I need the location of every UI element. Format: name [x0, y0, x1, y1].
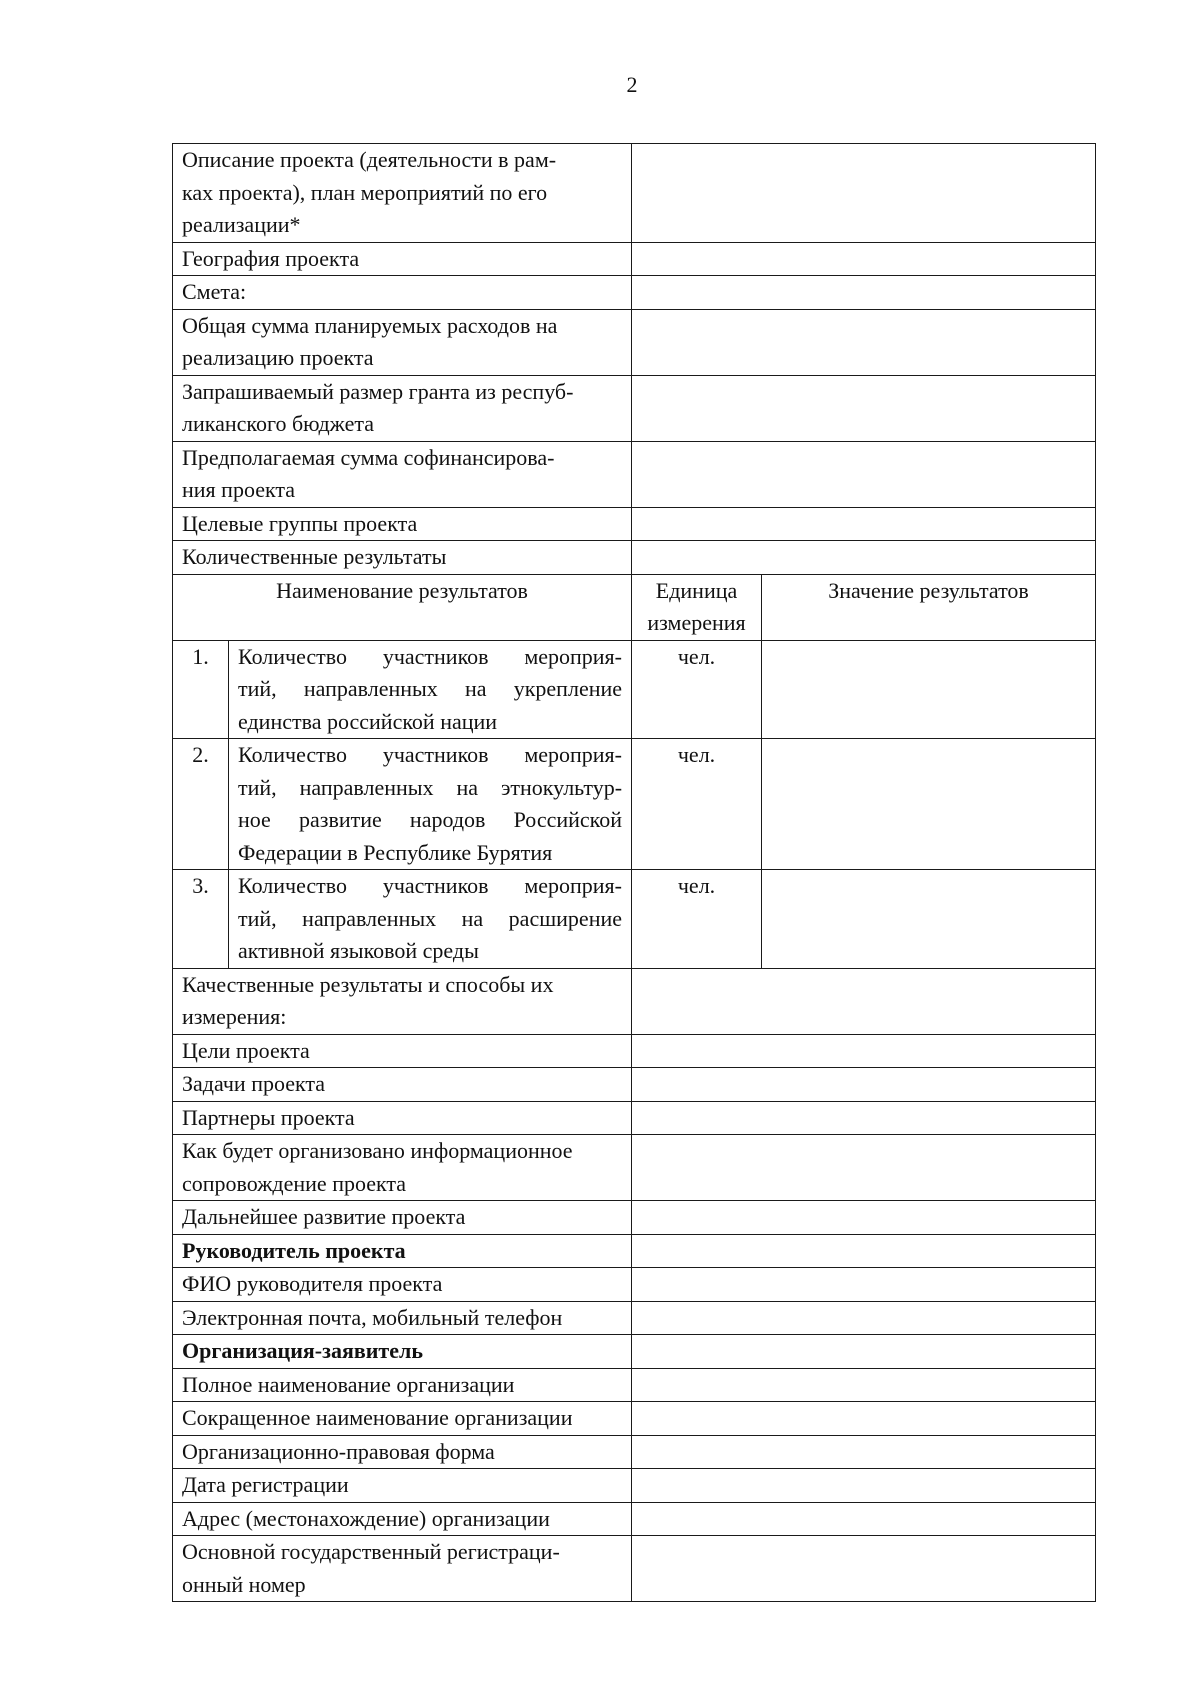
- page-number: 2: [626, 72, 638, 97]
- text-line: тий, направленных на расширение: [238, 905, 623, 931]
- form-row: [173, 1101, 1096, 1135]
- text-line: Предполагаемая сумма софинансирова-: [182, 444, 555, 470]
- form-row: [173, 375, 1096, 441]
- results-value-header: Значение результатов: [762, 574, 1096, 640]
- text-line: ное развитие народов Российской: [238, 807, 623, 832]
- field-value[interactable]: [632, 1435, 1096, 1469]
- field-label: [173, 1335, 632, 1369]
- field-value[interactable]: [632, 144, 1096, 243]
- text-line: активной языковой среды: [238, 938, 479, 963]
- field-value[interactable]: [632, 1301, 1096, 1335]
- text-line: ния проекта: [182, 477, 296, 502]
- field-label: [173, 1068, 632, 1102]
- field-label: [173, 1301, 632, 1335]
- field-value[interactable]: [632, 1101, 1096, 1135]
- field-label: [173, 1101, 632, 1135]
- field-label: [173, 144, 632, 243]
- form-row: [173, 1502, 1096, 1536]
- form-table-body: [173, 144, 1096, 1602]
- field-value[interactable]: [632, 375, 1096, 441]
- field-value[interactable]: [632, 1536, 1096, 1602]
- field-label: [173, 1402, 632, 1436]
- form-row: [173, 1536, 1096, 1602]
- text-line: Организационно-правовая форма: [182, 1438, 495, 1464]
- field-label: [173, 441, 632, 507]
- form-row: [173, 1435, 1096, 1469]
- field-label: [173, 1368, 632, 1402]
- field-label: [173, 1234, 632, 1268]
- field-label: [173, 1201, 632, 1235]
- field-value[interactable]: [632, 242, 1096, 276]
- text-line: Дальнейшее развитие проекта: [182, 1204, 466, 1229]
- text-line: Основной государственный регистраци-: [182, 1539, 560, 1564]
- form-row: [173, 1034, 1096, 1068]
- result-number: 2.: [173, 739, 229, 870]
- text-line: тий, направленных на этнокультур-: [238, 774, 623, 800]
- form-row: [173, 309, 1096, 375]
- field-value[interactable]: [632, 1402, 1096, 1436]
- text-line: единства российской нации: [238, 708, 498, 734]
- field-label: [173, 309, 632, 375]
- text-line: сопровождение проекта: [182, 1170, 407, 1196]
- field-value[interactable]: [632, 1234, 1096, 1268]
- field-value[interactable]: [632, 507, 1096, 541]
- field-value[interactable]: [632, 968, 1096, 1034]
- result-unit: чел.: [632, 739, 762, 870]
- text-line: Как будет организовано информационное: [182, 1138, 573, 1163]
- result-unit: чел.: [632, 870, 762, 969]
- field-value[interactable]: [632, 1368, 1096, 1402]
- result-value[interactable]: [762, 870, 1096, 969]
- field-label: [173, 1034, 632, 1068]
- text-line: измерения: [647, 610, 746, 635]
- result-row: [173, 640, 1096, 739]
- form-row: [173, 1135, 1096, 1201]
- field-value[interactable]: [632, 1068, 1096, 1102]
- text-line: Цели проекта: [182, 1037, 310, 1063]
- text-line: География проекта: [182, 245, 360, 271]
- text-line: Качественные результаты и способы их: [182, 971, 554, 997]
- results-header-row: [173, 574, 1096, 640]
- form-row: [173, 1335, 1096, 1369]
- form-row: [173, 1301, 1096, 1335]
- result-row: [173, 870, 1096, 969]
- result-description: [229, 870, 632, 969]
- text-line: измерения:: [182, 1004, 287, 1029]
- field-value[interactable]: [632, 441, 1096, 507]
- text-line: Общая сумма планируемых расходов на: [182, 312, 558, 338]
- form-row: [173, 242, 1096, 276]
- field-value[interactable]: [632, 309, 1096, 375]
- text-line: Партнеры проекта: [182, 1104, 355, 1130]
- text-line: Запрашиваемый размер гранта из респуб-: [182, 378, 574, 404]
- text-line: Количественные результаты: [182, 544, 447, 569]
- result-value[interactable]: [762, 640, 1096, 739]
- field-label: [173, 968, 632, 1034]
- field-value[interactable]: [632, 1034, 1096, 1068]
- text-line: Количество участников мероприя-: [238, 873, 623, 898]
- field-value[interactable]: [632, 1502, 1096, 1536]
- form-row: [173, 276, 1096, 310]
- form-row: [173, 1402, 1096, 1436]
- field-value[interactable]: [632, 1201, 1096, 1235]
- text-line: тий, направленных на укрепление: [238, 676, 623, 701]
- text-line: Сокращенное наименование организации: [182, 1405, 573, 1430]
- result-value[interactable]: [762, 739, 1096, 870]
- field-value[interactable]: [632, 1135, 1096, 1201]
- field-label: [173, 1268, 632, 1302]
- result-unit: чел.: [632, 640, 762, 739]
- field-label: [173, 1135, 632, 1201]
- text-line: Количество участников мероприя-: [238, 742, 623, 767]
- form-row: [173, 1068, 1096, 1102]
- field-value[interactable]: [632, 1268, 1096, 1302]
- text-line: Количество участников мероприя-: [238, 643, 623, 669]
- form-row: [173, 441, 1096, 507]
- text-line: ФИО руководителя проекта: [182, 1271, 443, 1296]
- text-line: Адрес (местонахождение) организации: [182, 1505, 550, 1531]
- text-line: ках проекта), план мероприятий по его: [182, 179, 548, 205]
- result-number: 3.: [173, 870, 229, 969]
- field-label: [173, 1536, 632, 1602]
- form-row: [173, 1368, 1096, 1402]
- result-description: [229, 739, 632, 870]
- form-row: [173, 507, 1096, 541]
- text-line: Электронная почта, мобильный телефон: [182, 1304, 563, 1330]
- text-line: Описание проекта (деятельности в рам-: [182, 147, 557, 172]
- form-row: [173, 1268, 1096, 1302]
- result-number: 1.: [173, 640, 229, 739]
- text-line: Смета:: [182, 279, 247, 304]
- text-line: Задачи проекта: [182, 1071, 326, 1096]
- results-unit-header: [632, 574, 762, 640]
- text-line: Полное наименование организации: [182, 1371, 515, 1397]
- field-label: [173, 1502, 632, 1536]
- field-label: [173, 375, 632, 441]
- text-line: реализацию проекта: [182, 345, 374, 370]
- result-row: [173, 739, 1096, 870]
- text-line: ликанского бюджета: [182, 411, 374, 436]
- field-value[interactable]: [632, 276, 1096, 310]
- field-label: [173, 1469, 632, 1503]
- form-row: [173, 541, 1096, 575]
- text-line: Единица: [655, 577, 738, 603]
- form-row: [173, 1201, 1096, 1235]
- result-description: [229, 640, 632, 739]
- field-label: [173, 1435, 632, 1469]
- field-label: [173, 507, 632, 541]
- form-row: [173, 1469, 1096, 1503]
- text-line: Организация-заявитель: [182, 1338, 423, 1363]
- field-label: [173, 242, 632, 276]
- text-line: Дата регистрации: [182, 1472, 349, 1497]
- text-line: Целевые группы проекта: [182, 510, 418, 536]
- form-row: [173, 968, 1096, 1034]
- text-line: онный номер: [182, 1571, 306, 1597]
- form-row: [173, 144, 1096, 243]
- text-line: Руководитель проекта: [182, 1237, 406, 1263]
- field-value[interactable]: [632, 1335, 1096, 1369]
- application-form-table: [172, 143, 1096, 1602]
- field-label: [173, 276, 632, 310]
- text-line: Федерации в Республике Бурятия: [238, 839, 553, 865]
- text-line: реализации*: [182, 212, 301, 237]
- form-row: [173, 1234, 1096, 1268]
- results-name-header: Наименование результатов: [173, 574, 632, 640]
- field-value[interactable]: [632, 1469, 1096, 1503]
- field-label: [173, 541, 632, 575]
- field-value[interactable]: [632, 541, 1096, 575]
